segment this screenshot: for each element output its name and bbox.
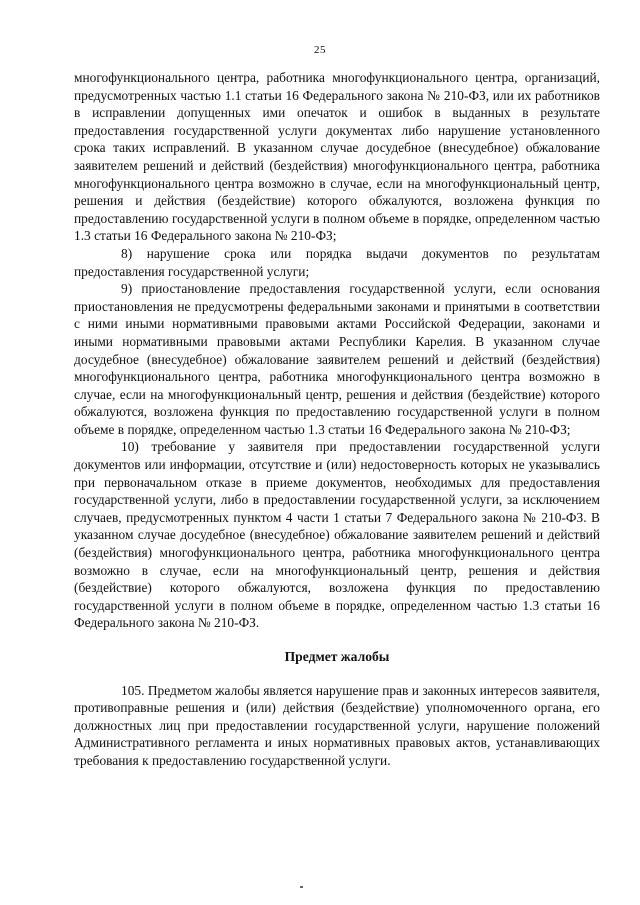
section-heading: Предмет жалобы bbox=[284, 649, 390, 664]
paragraph-continuation: многофункционального центра, работника многофункционального центра, организаций, предусмотренных частью 1.1 статьи 16 Федерального закона № 210-ФЗ, или их работников в исправлении допущенных ими опечаток и ошибок в выданных в результате предоставления государственной услуги документах либо нарушение установленного срока таких исправлений. В указанном случае досудебное (внесудебное) обжалование заявителем решений и действий (бездействия) многофункционального центра, работника многофункционального центра возможно в случае, если на многофункциональный центр, решения и действия (бездействие) которого обжалуются, возложена функция по предоставлению государственной услуги в полном объеме в порядке, определенном частью 1.3 статьи 16 Федерального закона № 210-ФЗ; bbox=[74, 70, 600, 244]
paragraph-item-8: 8) нарушение срока или порядка выдачи документов по результатам предоставления государственной услуги; bbox=[74, 245, 600, 279]
page-number: 25 bbox=[314, 44, 326, 56]
document-body bbox=[74, 69, 600, 770]
scan-speck bbox=[300, 886, 303, 888]
paragraph-item-10: 10) требование у заявителя при предоставлении государственной услуги документов или информации, отсутствие и (или) недостоверность которых не указывались при первоначальном отказе в приеме документов, необходимых для предоставления государственной услуги, либо в предоставлении государственной услуги, за исключением случаев, предусмотренных пунктом 4 части 1 статьи 7 Федерального закона № 210-ФЗ. В указанном случае досудебное (внесудебное) обжалование заявителем решений и действий (бездействия) многофункционального центра, работника многофункционального центра возможно в случае, если на многофункциональный центр, решения и действия (бездействие) которого обжалуются, возложена функция по предоставлению государственной услуги в полном объеме в порядке, определенном частью 1.3 статьи 16 Федерального закона № 210-ФЗ. bbox=[74, 439, 600, 631]
paragraph-item-9: 9) приостановление предоставления государственной услуги, если основания приостановления не предусмотрены федеральными законами и принятыми в соответствии с ними иными нормативными правовыми актами Российской Федерации, законами и иными нормативными правовыми актами Республики Карелия. В указанном случае досудебное (внесудебное) обжалование заявителем решений и действий (бездействия) многофункционального центра, работника многофункционального центра возможно в случае, если на многофункциональный центр, решения и действия (бездействие) которого обжалуются, возложена функция по предоставлению государственной услуги в полном объеме в порядке, определенном частью 1.3 статьи 16 Федерального закона № 210-ФЗ; bbox=[74, 281, 600, 437]
paragraph-105: 105. Предметом жалобы является нарушение прав и законных интересов заявителя, противоправные решения и (или) действия (бездействие) уполномоченного органа, его должностных лиц при предоставлении государственной услуги, нарушение положений Административного регламента и иных нормативных правовых актов, устанавливающих требования к предоставлению государственной услуги. bbox=[74, 682, 600, 768]
